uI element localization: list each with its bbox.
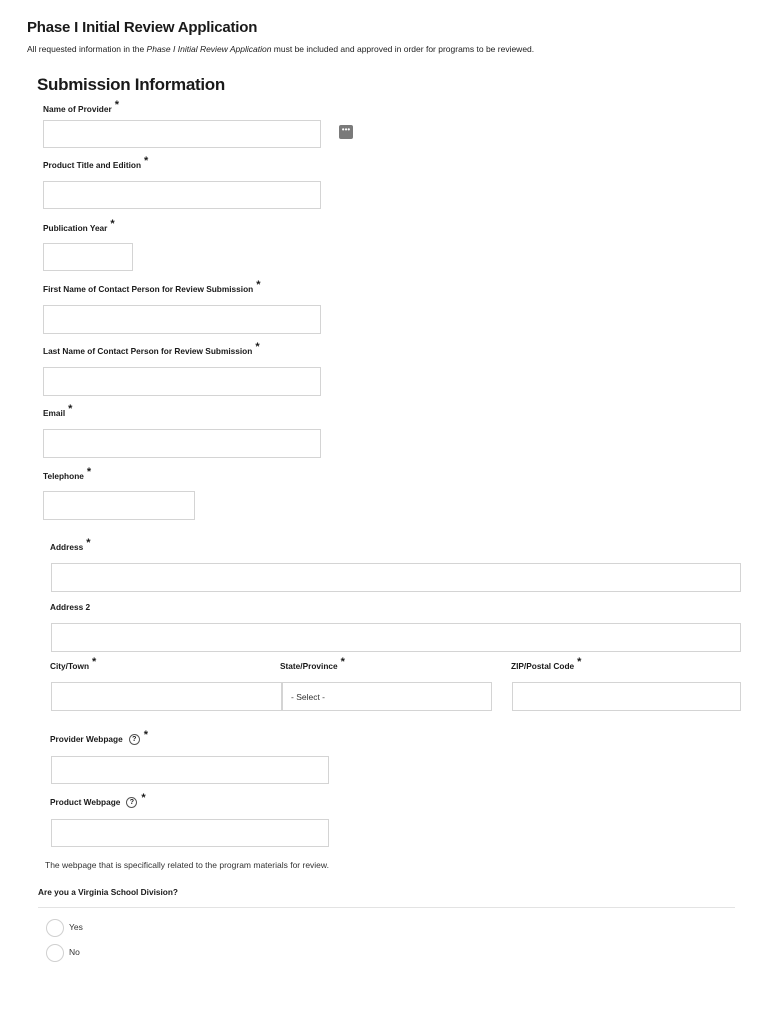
state-select[interactable]: - Select -: [282, 682, 492, 711]
state-label-text: State/Province: [280, 661, 338, 671]
address2-label: [50, 602, 90, 612]
required-marker: *: [577, 656, 582, 668]
city-input[interactable]: [51, 682, 282, 711]
provider-name-input[interactable]: [43, 120, 321, 148]
email-label: [43, 403, 73, 418]
provider-webpage-label-text: Provider Webpage: [50, 734, 123, 744]
product-webpage-label: [50, 792, 146, 808]
more-options-button[interactable]: •••: [339, 125, 353, 139]
publication-year-label-text: Publication Year: [43, 223, 108, 233]
required-marker: *: [256, 279, 261, 291]
email-label-text: Email: [43, 408, 66, 418]
contact-first-name-input[interactable]: [43, 305, 321, 334]
required-marker: *: [86, 466, 92, 478]
product-webpage-input[interactable]: [51, 819, 329, 847]
email-input[interactable]: [43, 429, 321, 458]
help-icon[interactable]: ?: [126, 797, 137, 808]
city-label-text: City/Town: [50, 661, 90, 671]
product-title-input[interactable]: [43, 181, 321, 209]
provider-webpage-label: [50, 729, 148, 745]
provider-webpage-input[interactable]: [51, 756, 329, 784]
telephone-label-text: Telephone: [43, 471, 84, 481]
help-icon[interactable]: ?: [129, 734, 140, 745]
telephone-input[interactable]: [43, 491, 195, 520]
contact-first-name-label: [43, 279, 261, 294]
divider: [38, 907, 735, 908]
required-marker: *: [143, 729, 148, 741]
contact-last-name-label-text: Last Name of Contact Person for Review Submission: [43, 346, 253, 356]
product-webpage-label-text: Product Webpage: [50, 797, 121, 807]
provider-name-label: [43, 99, 119, 114]
contact-last-name-label: [43, 341, 260, 356]
zip-label: [511, 656, 582, 671]
school-division-question: Are you a Virginia School Division?: [38, 887, 179, 897]
intro-text: [27, 44, 534, 54]
intro-text-end: must be included and approved in order for programs to be reviewed.: [271, 44, 535, 54]
section-title: Submission Information: [37, 75, 225, 94]
telephone-label: [43, 466, 92, 481]
required-marker: *: [255, 341, 260, 353]
required-marker: *: [86, 537, 91, 549]
radio-no[interactable]: [46, 944, 64, 962]
radio-yes-label[interactable]: Yes: [69, 922, 83, 932]
required-marker: *: [114, 99, 119, 111]
address2-label-text: Address 2: [50, 602, 91, 612]
publication-year-input[interactable]: [43, 243, 133, 271]
intro-text-start: All requested information in the: [27, 44, 147, 54]
address2-input[interactable]: [51, 623, 741, 652]
contact-last-name-input[interactable]: [43, 367, 321, 396]
required-marker: *: [340, 656, 345, 668]
state-label: [280, 656, 345, 671]
product-webpage-hint: The webpage that is specifically related to the program materials for review.: [45, 860, 329, 870]
required-marker: *: [68, 403, 73, 415]
required-marker: *: [144, 155, 149, 167]
page-title: Phase I Initial Review Application: [27, 19, 258, 36]
radio-yes[interactable]: [46, 919, 64, 937]
address-label-text: Address: [50, 542, 84, 552]
required-marker: *: [110, 218, 115, 230]
product-title-label-text: Product Title and Edition: [43, 160, 142, 170]
radio-no-label[interactable]: No: [69, 947, 80, 957]
contact-first-name-label-text: First Name of Contact Person for Review Submission: [43, 284, 254, 294]
required-marker: *: [141, 792, 146, 804]
intro-text-emphasis: Phase I Initial Review Application: [146, 44, 272, 54]
address-input[interactable]: [51, 563, 741, 592]
zip-input[interactable]: [512, 682, 741, 711]
required-marker: *: [92, 656, 97, 668]
product-title-label: [43, 155, 149, 170]
city-label: [50, 656, 97, 671]
address-label: [50, 537, 91, 552]
zip-label-text: ZIP/Postal Code: [511, 661, 575, 671]
publication-year-label: [43, 218, 115, 233]
provider-name-label-text: Name of Provider: [43, 104, 112, 114]
